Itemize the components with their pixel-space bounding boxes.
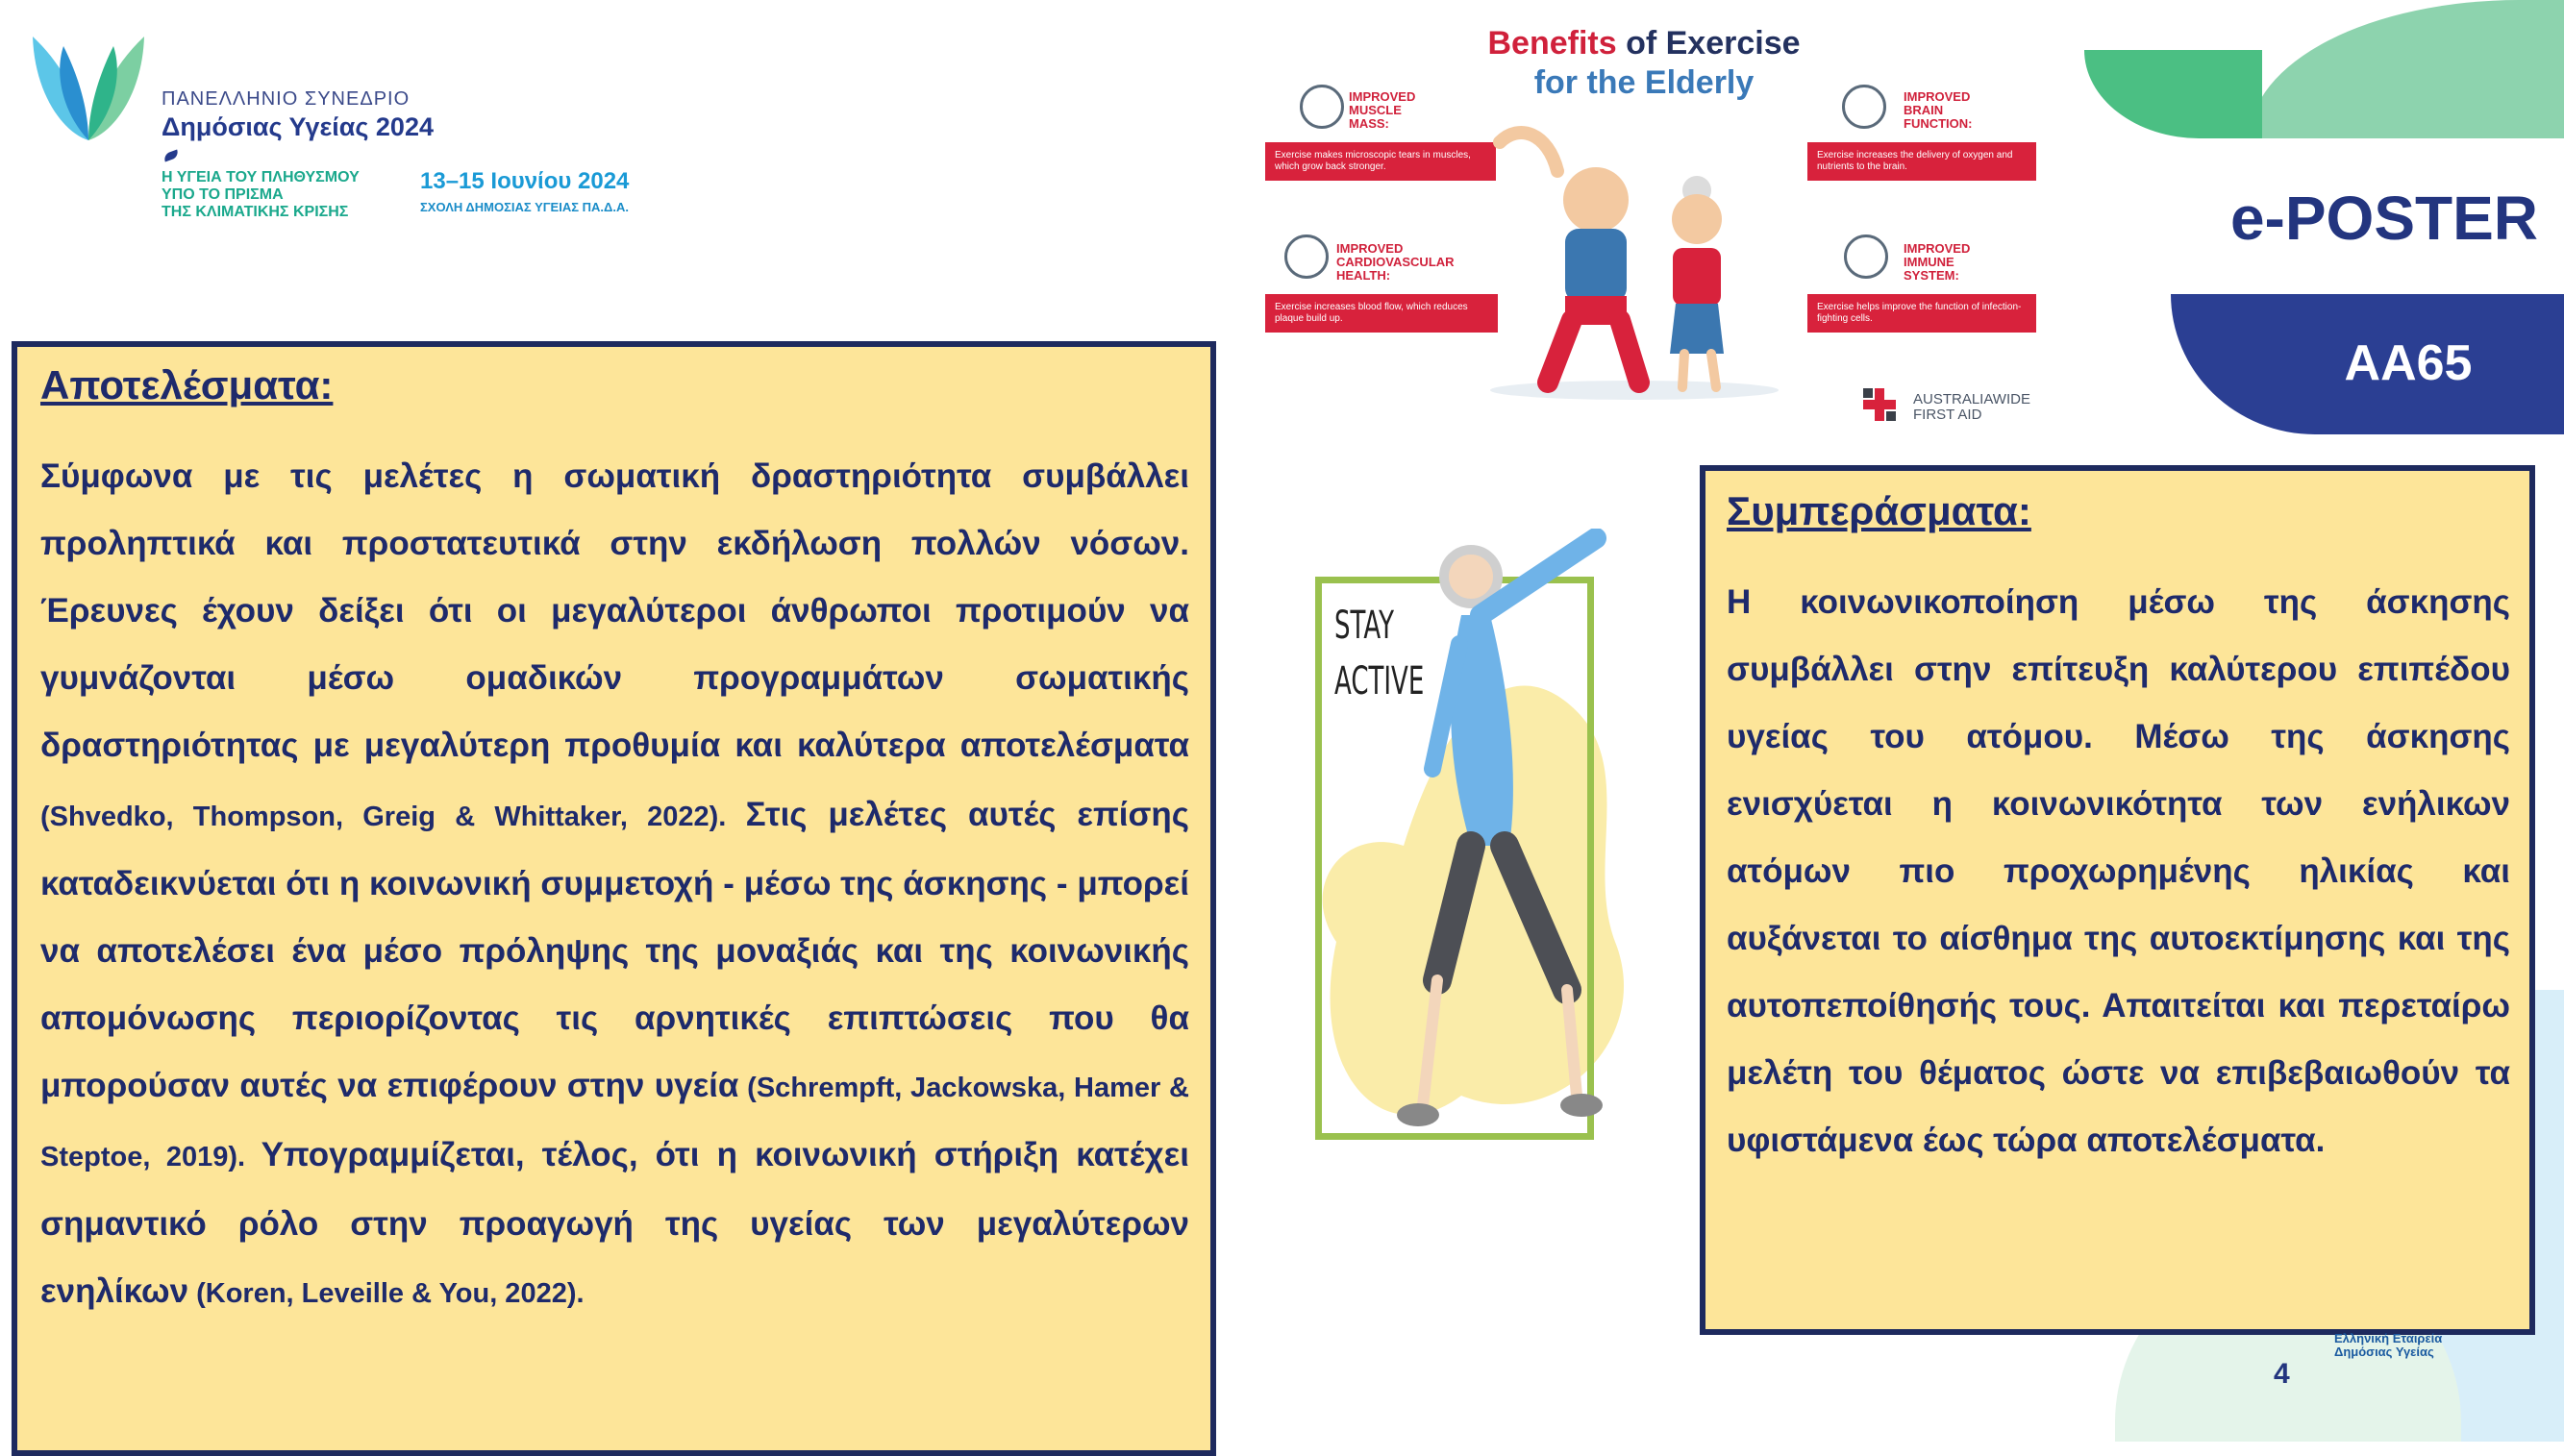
benefit-title-line: MASS: (1349, 116, 1389, 131)
conference-name-line2: Δημόσιας Υγείας 2024 (162, 112, 434, 141)
benefit-cardio-title (1336, 242, 1455, 283)
benefit-title-line: IMPROVED (1904, 241, 1971, 256)
elderly-couple-exercising-illustration (1481, 113, 1788, 402)
conference-logo-icon (25, 27, 152, 142)
results-paragraph-2: Στις μελέτες αυτές επίσης καταδεικνύεται ότι η κοινωνική συμμετοχή - μέσω της άσκησης - μπορεί να αποτελέσει ένα μέσο πρόληψης της μοναξιάς και της κοινωνικής απομόνωσης περιορίζοντας τις αρνητικές επιπτώσεις που θα μπορούσαν αυτές να επιφέρουν στην υγεία (40, 796, 1189, 1104)
benefit-brain-title (1904, 90, 1973, 131)
stay-active-line1: STAY (1334, 604, 1395, 648)
infographic-subtitle: for the Elderly (1533, 64, 1755, 101)
benefit-title-line: HEALTH: (1336, 268, 1391, 283)
brand-line1: AUSTRALIAWIDE (1913, 391, 2030, 407)
society-name-line2: Δημόσιας Υγείας (2334, 1345, 2434, 1359)
results-body (40, 443, 1189, 1327)
conference-theme-line2: ΥΠΟ ΤΟ ΠΡΙΣΜΑ (162, 186, 284, 203)
results-citation-2: (Schrempft, Jackowska, Hamer & Steptoe, 2019). (40, 1073, 1189, 1172)
benefit-brain-text: Exercise increases the delivery of oxygen and nutrients to the brain. (1807, 142, 2036, 181)
logo-dash-icon (162, 150, 180, 162)
benefit-title-line: IMPROVED (1336, 241, 1404, 256)
benefit-muscle-text: Exercise makes microscopic tears in muscles, which grow back stronger. (1265, 142, 1496, 181)
page-number: 4 (2274, 1358, 2290, 1390)
muscle-icon (1300, 85, 1344, 129)
benefit-title-line: FUNCTION: (1904, 116, 1973, 131)
conference-theme-line1: Η ΥΓΕΙΑ ΤΟΥ ΠΛΗΘΥΣΜΟΥ (162, 169, 360, 185)
australiawide-logo-text (1913, 392, 2030, 423)
benefit-title-line: IMMUNE (1904, 255, 1954, 269)
conference-school: ΣΧΟΛΗ ΔΗΜΟΣΙΑΣ ΥΓΕΙΑΣ ΠΑ.Δ.Α. (420, 200, 629, 214)
benefit-title-line: IMPROVED (1904, 89, 1971, 104)
conclusions-box (1700, 465, 2535, 1335)
results-paragraph-3: Υπογραμμίζεται, τέλος, ότι η κοινωνική στήριξη κατέχει σημαντικό ρόλο στην προαγωγή της υγείας των μεγαλύτερων ενηλίκων (40, 1136, 1189, 1310)
brand-line2: FIRST AID (1913, 407, 1982, 423)
elderly-man-stretching-illustration (1346, 529, 1634, 1144)
benefit-immune-text: Exercise helps improve the function of infection-fighting cells. (1807, 294, 2036, 333)
decorative-leaf-dark (2084, 50, 2262, 138)
benefit-title-line: MUSCLE (1349, 103, 1402, 117)
benefit-immune-title (1904, 242, 1970, 283)
benefit-title-line: IMPROVED (1349, 89, 1416, 104)
conclusions-body: Η κοινωνικοποίηση μέσω της άσκησης συμβάλλει στην επίτευξη καλύτερου επιπέδου υγείας του ατόμου. Μέσω της άσκησης ενισχύεται η κοινωνικότητα των ενήλικων ατόμων πιο προχωρημένης ηλικίας και αυξάνεται το αίσθημα της αυτοεκτίμησης και της αυτοπεποίθησής τους. Απαιτείται και περεταίρω μελέτη του θέματος ώστε να επιβεβαιωθούν τα υφιστάμενα έως τώρα αποτελέσματα. (1727, 583, 2510, 1159)
eposter-label: e-POSTER (2229, 184, 2538, 253)
first-aid-cross-icon (1861, 386, 1898, 423)
results-paragraph-1: Σύμφωνα με τις μελέτες η σωματική δραστηριότητα συμβάλλει προληπτικά και προστατευτικά στην εκδήλωση πολλών νόσων. Έρευνες έχουν δείξει ότι οι μεγαλύτεροι άνθρωποι προτιμούν να γυμνάζονται μέσω ομαδικών προγραμμάτων σωματικής δραστηριότητας με μεγαλύτερη προθυμία και καλύτερα αποτελέσματα (40, 457, 1189, 764)
conference-name-line1: ΠΑΝΕΛΛΗΝΙΟ ΣΥΝΕΔΡΙΟ (162, 88, 411, 110)
brain-icon (1842, 85, 1886, 129)
results-citation-1: (Shvedko, Thompson, Greig & Whittaker, 2022). (40, 802, 746, 832)
conference-theme-line3: ΤΗΣ ΚΛΙΜΑΤΙΚΗΣ ΚΡΙΣΗΣ (162, 204, 349, 220)
conclusions-heading: Συμπεράσματα: (1727, 488, 2031, 533)
benefit-muscle-title (1349, 90, 1415, 131)
results-heading: Αποτελέσματα: (40, 362, 334, 407)
benefit-title-line: BRAIN (1904, 103, 1944, 117)
society-logo (2334, 1332, 2469, 1359)
infographic-title-navy: of Exercise (1616, 25, 1801, 62)
results-box (12, 341, 1216, 1456)
conference-dates: 13–15 Ιουνίου 2024 (420, 168, 630, 194)
society-name-line1: Ελληνική Εταιρεία (2334, 1331, 2443, 1345)
decorative-leaf-light (2250, 0, 2564, 138)
benefit-cardio-text: Exercise increases blood flow, which reduces plaque build up. (1265, 294, 1498, 333)
stay-active-line2: ACTIVE (1334, 659, 1425, 703)
poster-id: AA65 (2344, 335, 2473, 391)
results-citation-3: (Koren, Leveille & You, 2022). (188, 1278, 585, 1309)
infographic-title-red: Benefits (1487, 25, 1617, 62)
conference-logo-text (162, 88, 661, 221)
benefit-title-line: SYSTEM: (1904, 268, 1959, 283)
heart-icon (1284, 234, 1329, 279)
benefit-title-line: CARDIOVASCULAR (1336, 255, 1455, 269)
shield-icon (1844, 234, 1888, 279)
conference-theme (162, 169, 407, 221)
